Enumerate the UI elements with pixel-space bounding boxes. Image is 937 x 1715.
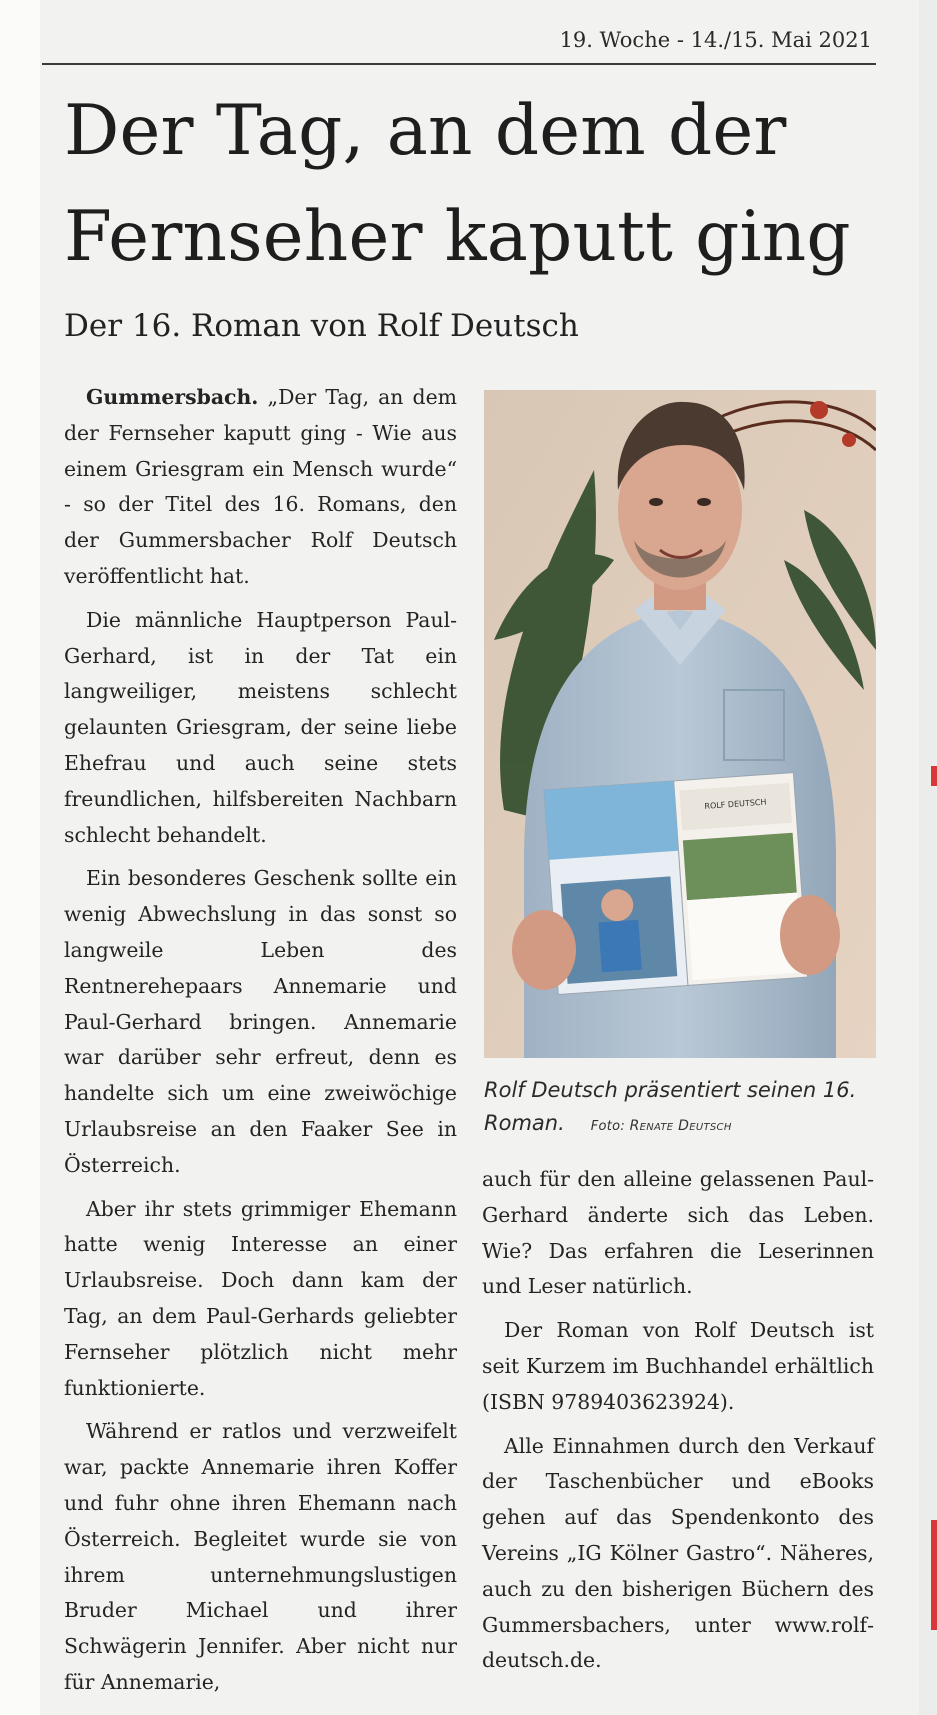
scan-margin-right bbox=[919, 0, 937, 1715]
article-paragraph: Ein besonderes Geschenk sollte ein wenig Abwechslung in das sonst so langweile Leben des Rentnerehepaars Annemarie und Paul-Gerhard bringen. Annemarie war darüber sehr erfreut, denn es handelte sich um eine zweiwöchige Urlaubsreise an den Faaker See in Österreich. bbox=[64, 866, 457, 1177]
photo-caption bbox=[484, 1074, 876, 1143]
article-column-left bbox=[64, 380, 457, 1709]
adjacent-page-red-mark bbox=[931, 1520, 937, 1630]
photo-caption-text: Rolf Deutsch präsentiert seinen 16. Roman. bbox=[484, 1078, 857, 1135]
article-headline bbox=[64, 78, 884, 290]
article-paragraph: Während er ratlos und verzweifelt war, packte Annemarie ihren Koffer und fuhr ohne ihren Ehemann nach Österreich. Begleitet wurde sie von ihrem unternehmungslustigen Bruder Michael und ihrer Schwägerin Jennifer. Aber nicht nur für Annemarie, bbox=[64, 1419, 457, 1694]
headline-line-1: Der Tag, an dem der bbox=[64, 91, 787, 171]
article-subheadline: Der 16. Roman von Rolf Deutsch bbox=[64, 308, 579, 344]
scan-margin-left bbox=[0, 0, 40, 1715]
article-column-right bbox=[482, 1162, 874, 1687]
article-paragraph: Aber ihr stets grimmiger Ehemann hatte wenig Interesse an einer Urlaubsreise. Doch dann kam der Tag, an dem Paul-Gerhards geliebter Fernseher plötzlich nicht mehr funktionierte. bbox=[64, 1196, 457, 1400]
book-cover-author: ROLF DEUTSCH bbox=[704, 797, 767, 811]
header-rule bbox=[42, 63, 876, 65]
author-photo-illustration bbox=[484, 390, 876, 1058]
article-paragraph: Die männliche Hauptperson Paul-Gerhard, ist in der Tat ein langweiliger, meistens schlecht gelaunten Griesgram, der seine liebe Ehefrau und auch seine stets freundlichen, hilfsbereiten Nachbarn schlecht behandelt. bbox=[64, 607, 457, 847]
article-paragraph: Alle Einnahmen durch den Verkauf der Taschenbücher und eBooks gehen auf das Spendenkonto des Vereins „IG Kölner Gastro“. Näheres, auch zu den bisherigen Büchern des Gummersbachers, unter www.rolfdeutsch.de. bbox=[482, 1433, 874, 1673]
issue-dateline: 19. Woche - 14./15. Mai 2021 bbox=[559, 28, 872, 52]
adjacent-page-red-mark bbox=[931, 766, 937, 786]
author-photo bbox=[484, 390, 876, 1058]
article-paragraph: Gummersbach. „Der Tag, an dem der Fernseher kaputt ging - Wie aus einem Griesgram ein Mensch wurde“ - so der Titel des 16. Romans, den der Gummersbacher Rolf Deutsch veröffentlicht hat. bbox=[64, 385, 457, 588]
photo-credit: Foto: Renate Deutsch bbox=[590, 1118, 732, 1134]
headline-line-2: Fernseher kaputt ging bbox=[64, 197, 851, 277]
dateline-city: Gummersbach. bbox=[86, 385, 259, 409]
article-paragraph: Der Roman von Rolf Deutsch ist seit Kurzem im Buchhandel erhältlich (ISBN 9789403623924). bbox=[482, 1318, 874, 1414]
article-paragraph: auch für den alleine gelassenen Paul-Gerhard änderte sich das Leben. Wie? Das erfahren die Leserinnen und Leser natürlich. bbox=[482, 1167, 874, 1299]
